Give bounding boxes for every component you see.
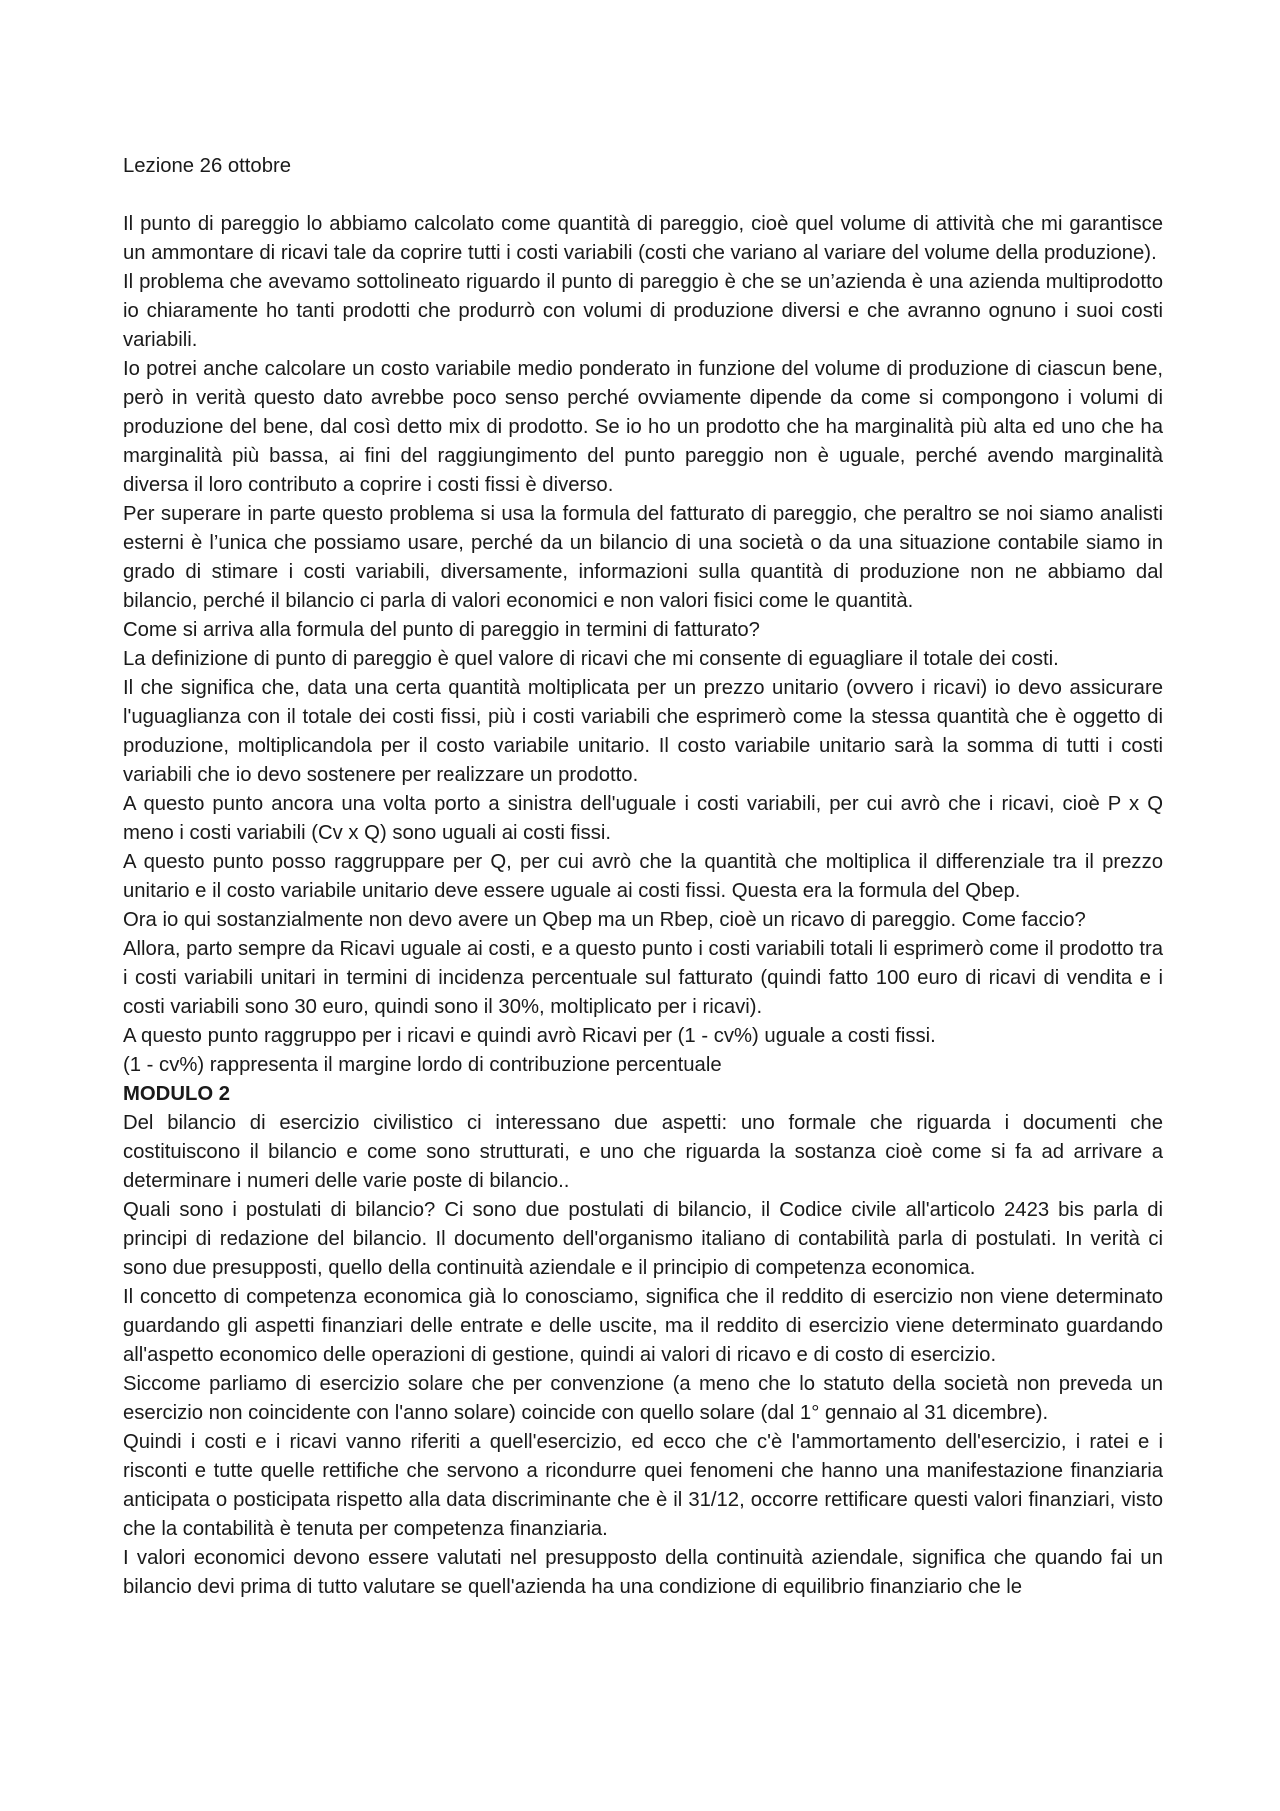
- paragraph-3: Io potrei anche calcolare un costo variabile medio ponderato in funzione del volume di produzione di ciascun bene, però in verità questo dato avrebbe poco senso perché ovviamente dipende da come si compongono i volumi di produzione del bene, dal così detto mix di prodotto. Se io ho un prodotto che ha marginalità più alta ed uno che ha marginalità più bassa, ai fini del raggiungimento del punto pareggio non è uguale, perché avendo marginalità diversa il loro contributo a coprire i costi fissi è diverso.: [123, 358, 1163, 496]
- paragraph-1: Il punto di pareggio lo abbiamo calcolato come quantità di pareggio, cioè quel volume di attività che mi garantisce un ammontare di ricavi tale da coprire tutti i costi variabili (costi che variano al variare del volume della produzione).: [123, 213, 1163, 264]
- paragraph-9: A questo punto posso raggruppare per Q, per cui avrò che la quantità che moltiplica il differenziale tra il prezzo unitario e il costo variabile unitario deve essere uguale ai costi fissi. Questa era la formula del Qbep.: [123, 851, 1163, 902]
- paragraph-17: Siccome parliamo di esercizio solare che per convenzione (a meno che lo statuto della società non preveda un esercizio non coincidente con l'anno solare) coincide con quello solare (dal 1° gennaio al 31 dicembre).: [123, 1373, 1163, 1424]
- paragraph-2: Il problema che avevamo sottolineato riguardo il punto di pareggio è che se un’azienda è una azienda multiprodotto io chiaramente ho tanti prodotti che produrrò con volumi di produzione diversi e che avranno ognuno i suoi costi variabili.: [123, 271, 1163, 351]
- document-title: Lezione 26 ottobre: [123, 155, 292, 177]
- blank-line: [123, 181, 1163, 210]
- paragraph-7: Il che significa che, data una certa quantità moltiplicata per un prezzo unitario (ovvero i ricavi) io devo assicurare l'uguaglianza con il totale dei costi fissi, più i costi variabili che esprimerò come la stessa quantità che è oggetto di produzione, moltiplicandola per il costo variabile unitario. Il costo variabile unitario sarà la somma di tutti i costi variabili che io devo sostenere per realizzare un prodotto.: [123, 677, 1163, 786]
- paragraph-15: Quali sono i postulati di bilancio? Ci sono due postulati di bilancio, il Codice civile all'articolo 2423 bis parla di principi di redazione del bilancio. Il documento dell'organismo italiano di contabilità parla di postulati. In verità ci sono due presupposti, quello della continuità aziendale e il principio di competenza economica.: [123, 1199, 1163, 1279]
- document-body: [123, 152, 1163, 1602]
- paragraph-6: La definizione di punto di pareggio è quel valore di ricavi che mi consente di eguagliare il totale dei costi.: [123, 648, 1059, 670]
- paragraph-5: Come si arriva alla formula del punto di pareggio in termini di fatturato?: [123, 619, 760, 641]
- paragraph-10: Ora io qui sostanzialmente non devo avere un Qbep ma un Rbep, cioè un ricavo di pareggio. Come faccio?: [123, 909, 1086, 931]
- paragraph-8: A questo punto ancora una volta porto a sinistra dell'uguale i costi variabili, per cui avrò che i ricavi, cioè P x Q meno i costi variabili (Cv x Q) sono uguali ai costi fissi.: [123, 793, 1163, 844]
- paragraph-19: I valori economici devono essere valutati nel presupposto della continuità aziendale, significa che quando fai un bilancio devi prima di tutto valutare se quell'azienda ha una condizione di equilibrio finanziario che le: [123, 1547, 1163, 1598]
- paragraph-13: (1 - cv%) rappresenta il margine lordo di contribuzione percentuale: [123, 1054, 722, 1076]
- paragraph-14: Del bilancio di esercizio civilistico ci interessano due aspetti: uno formale che riguarda i documenti che costituiscono il bilancio e come sono strutturati, e uno che riguarda la sostanza cioè come si fa ad arrivare a determinare i numeri delle varie poste di bilancio..: [123, 1112, 1163, 1192]
- paragraph-18: Quindi i costi e i ricavi vanno riferiti a quell'esercizio, ed ecco che c'è l'ammortamento dell'esercizio, i ratei e i risconti e tutte quelle rettifiche che servono a ricondurre quei fenomeni che hanno una manifestazione finanziaria anticipata o posticipata rispetto alla data discriminante che è il 31/12, occorre rettificare questi valori finanziari, visto che la contabilità è tenuta per competenza finanziaria.: [123, 1431, 1163, 1540]
- section-heading: MODULO 2: [123, 1083, 231, 1105]
- paragraph-4: Per superare in parte questo problema si usa la formula del fatturato di pareggio, che peraltro se noi siamo analisti esterni è l’unica che possiamo usare, perché da un bilancio di una società o da una situazione contabile siamo in grado di stimare i costi variabili, diversamente, informazioni sulla quantità di produzione non ne abbiamo dal bilancio, perché il bilancio ci parla di valori economici e non valori fisici come le quantità.: [123, 503, 1163, 612]
- paragraph-16: Il concetto di competenza economica già lo conosciamo, significa che il reddito di esercizio non viene determinato guardando gli aspetti finanziari delle entrate e delle uscite, ma il reddito di esercizio viene determinato guardando all'aspetto economico delle operazioni di gestione, quindi ai valori di ricavo e di costo di esercizio.: [123, 1286, 1163, 1366]
- paragraph-12: A questo punto raggruppo per i ricavi e quindi avrò Ricavi per (1 - cv%) uguale a costi fissi.: [123, 1025, 936, 1047]
- paragraph-11: Allora, parto sempre da Ricavi uguale ai costi, e a questo punto i costi variabili totali li esprimerò come il prodotto tra i costi variabili unitari in termini di incidenza percentuale sul fatturato (quindi fatto 100 euro di ricavi di vendita e i costi variabili sono 30 euro, quindi sono il 30%, moltiplicato per i ricavi).: [123, 938, 1163, 1018]
